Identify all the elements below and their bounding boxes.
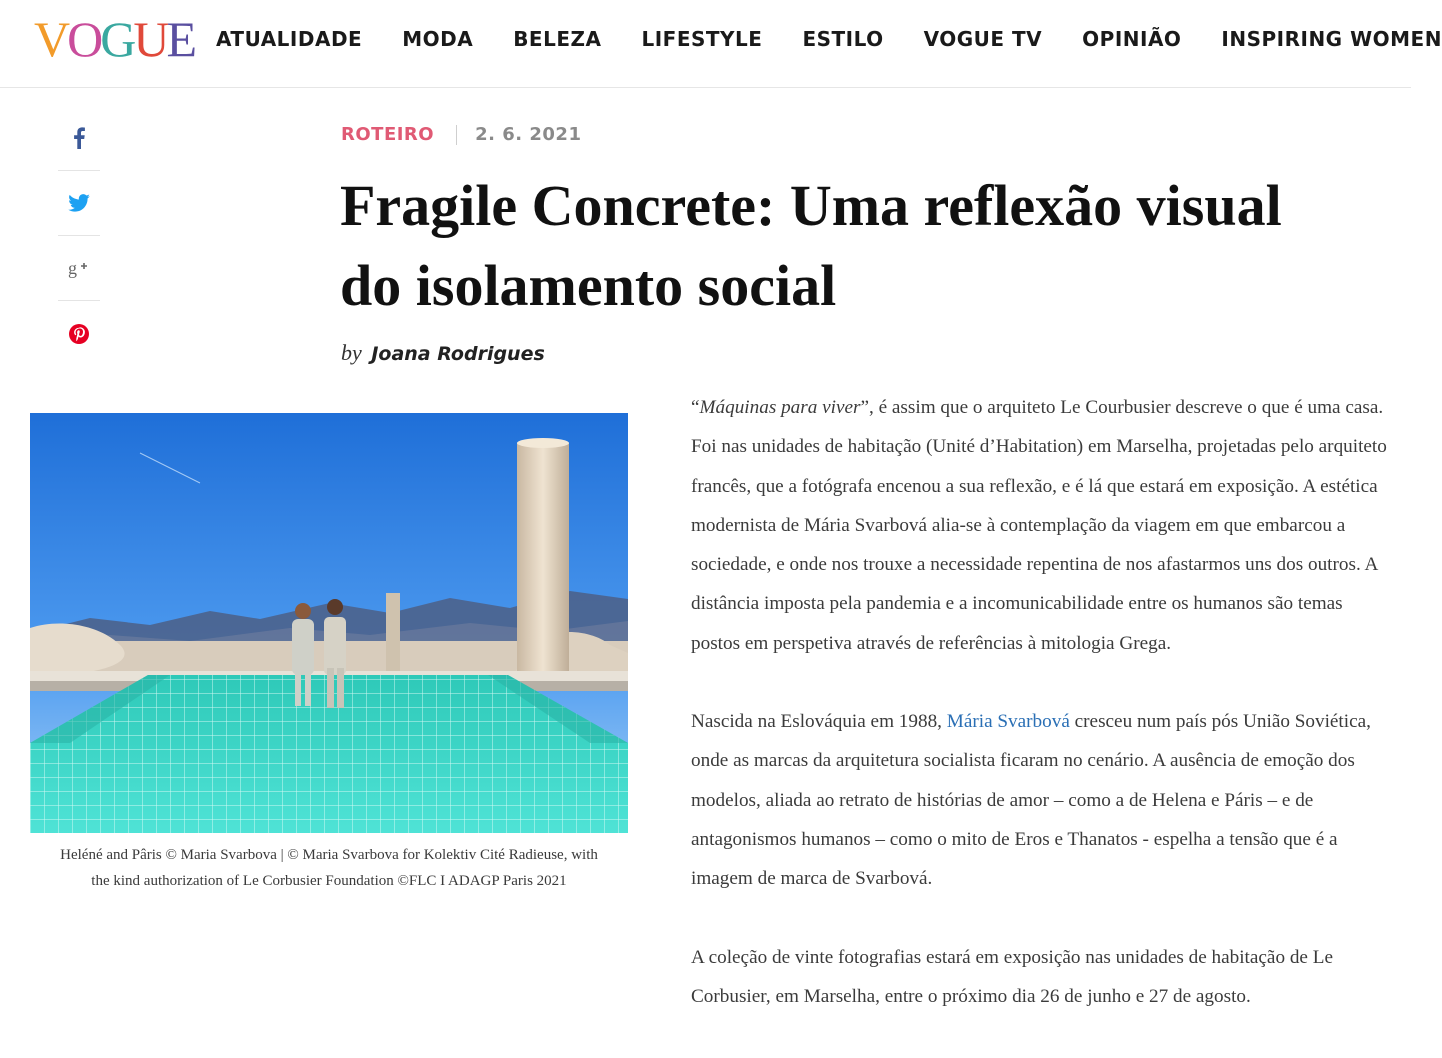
main-nav — [216, 26, 1442, 52]
share-pinterest-button[interactable] — [58, 301, 100, 366]
nav-item-vogue-tv[interactable]: VOGUE TV — [923, 27, 1043, 51]
google-plus-icon — [67, 258, 91, 278]
article-body — [691, 388, 1391, 1055]
text-line — [691, 702, 1391, 741]
twitter-icon — [68, 194, 90, 212]
nav-item-opiniao[interactable]: OPINIÃO — [1082, 27, 1182, 51]
article-title — [340, 166, 1360, 326]
text-line: antagonismos humanos – como o mito de Eros e Thanatos - espelha a tensão que é a — [691, 828, 1338, 850]
byline-prefix: by — [341, 340, 362, 365]
title-line: Fragile Concrete: Uma reflexão visual — [340, 173, 1282, 238]
text-line — [691, 388, 1391, 427]
category-link[interactable]: ROTEIRO — [341, 124, 435, 145]
logo-letter: E — [166, 11, 194, 67]
logo-letter: O — [67, 11, 101, 67]
publish-date: 2. 6. 2021 — [475, 124, 582, 145]
share-facebook-button[interactable] — [58, 106, 100, 171]
text-line: francês, que a fotógrafa encenou a sua reflexão, e é lá que estará em exposição. A estética — [691, 475, 1378, 497]
logo-letter: U — [133, 11, 167, 67]
paragraph — [691, 938, 1391, 1017]
nav-item-lifestyle[interactable]: LIFESTYLE — [641, 27, 763, 51]
caption-line: the kind authorization of Le Corbusier Foundation ©FLC I ADAGP Paris 2021 — [91, 873, 567, 889]
text-line: modernista de Mária Svarbová alia-se à contemplação da viagem em que embarcou a — [691, 514, 1346, 536]
byline — [341, 340, 545, 366]
article-photo — [30, 413, 628, 833]
share-google-plus-button[interactable] — [58, 236, 100, 301]
svg-text:g: g — [68, 258, 77, 278]
share-twitter-button[interactable] — [58, 171, 100, 236]
quote-text: Máquinas para viver — [699, 397, 861, 418]
photo-caption — [30, 842, 628, 894]
text-line: postos em perspetiva através de referências à mitologia Grega. — [691, 632, 1172, 654]
logo-letter: V — [34, 11, 68, 67]
text-line: onde as marcas da arquitetura socialista ficaram no cenário. A ausência de emoção dos — [691, 750, 1355, 772]
text-fragment: cresceu num país pós União Soviética, — [1069, 711, 1371, 733]
text-fragment: Nascida na Eslováquia em 1988, — [691, 711, 947, 733]
nav-item-atualidade[interactable]: ATUALIDADE — [216, 27, 363, 51]
text-line: imagem de marca de Svarbová. — [691, 868, 933, 890]
article-meta — [341, 124, 581, 145]
text-line: modelos, aliada ao retrato de histórias de amor – como a de Helena e Páris – e de — [691, 789, 1314, 811]
site-header — [0, 0, 1442, 88]
logo-letter: G — [100, 11, 134, 67]
facebook-icon — [72, 127, 86, 149]
text-line: sociedade, e onde nos trouxe a necessidade repentina de nos afastarmos uns dos outros. A — [691, 554, 1379, 576]
artist-link[interactable]: Mária Svarbová — [946, 711, 1070, 733]
paragraph — [691, 702, 1391, 898]
text-fragment: ”, é assim que o arquiteto Le Courbusier descreve o que é uma casa. — [860, 397, 1384, 418]
text-line: A coleção de vinte fotografias estará em exposição nas unidades de habitação de Le — [691, 946, 1333, 968]
nav-item-estilo[interactable]: ESTILO — [802, 27, 884, 51]
text-line: distância imposta pela pandemia e a incomunicabilidade entre os humanos são temas — [691, 593, 1343, 615]
caption-line: Heléné and Pâris © Maria Svarbova | © Maria Svarbova for Kolektiv Cité Radieuse, with — [60, 847, 598, 863]
text-line: Corbusier, em Marselha, entre o próximo dia 26 de junho e 27 de agosto. — [691, 985, 1251, 1007]
nav-item-moda[interactable]: MODA — [402, 27, 474, 51]
share-bar — [58, 106, 100, 366]
vogue-logo[interactable] — [34, 11, 194, 67]
meta-divider — [456, 125, 457, 145]
nav-item-inspiring-women[interactable]: INSPIRING WOMEN — [1221, 27, 1442, 51]
title-line: do isolamento social — [340, 253, 837, 318]
paragraph — [691, 388, 1391, 663]
photo-illustration — [30, 413, 628, 833]
nav-item-beleza[interactable]: BELEZA — [513, 27, 602, 51]
text-line: Foi nas unidades de habitação (Unité d’Habitation) em Marselha, projetadas pelo arquiteto — [691, 436, 1387, 458]
quote-mark: “ — [691, 397, 700, 418]
pinterest-icon — [68, 323, 90, 345]
author-link[interactable]: Joana Rodrigues — [371, 343, 545, 365]
